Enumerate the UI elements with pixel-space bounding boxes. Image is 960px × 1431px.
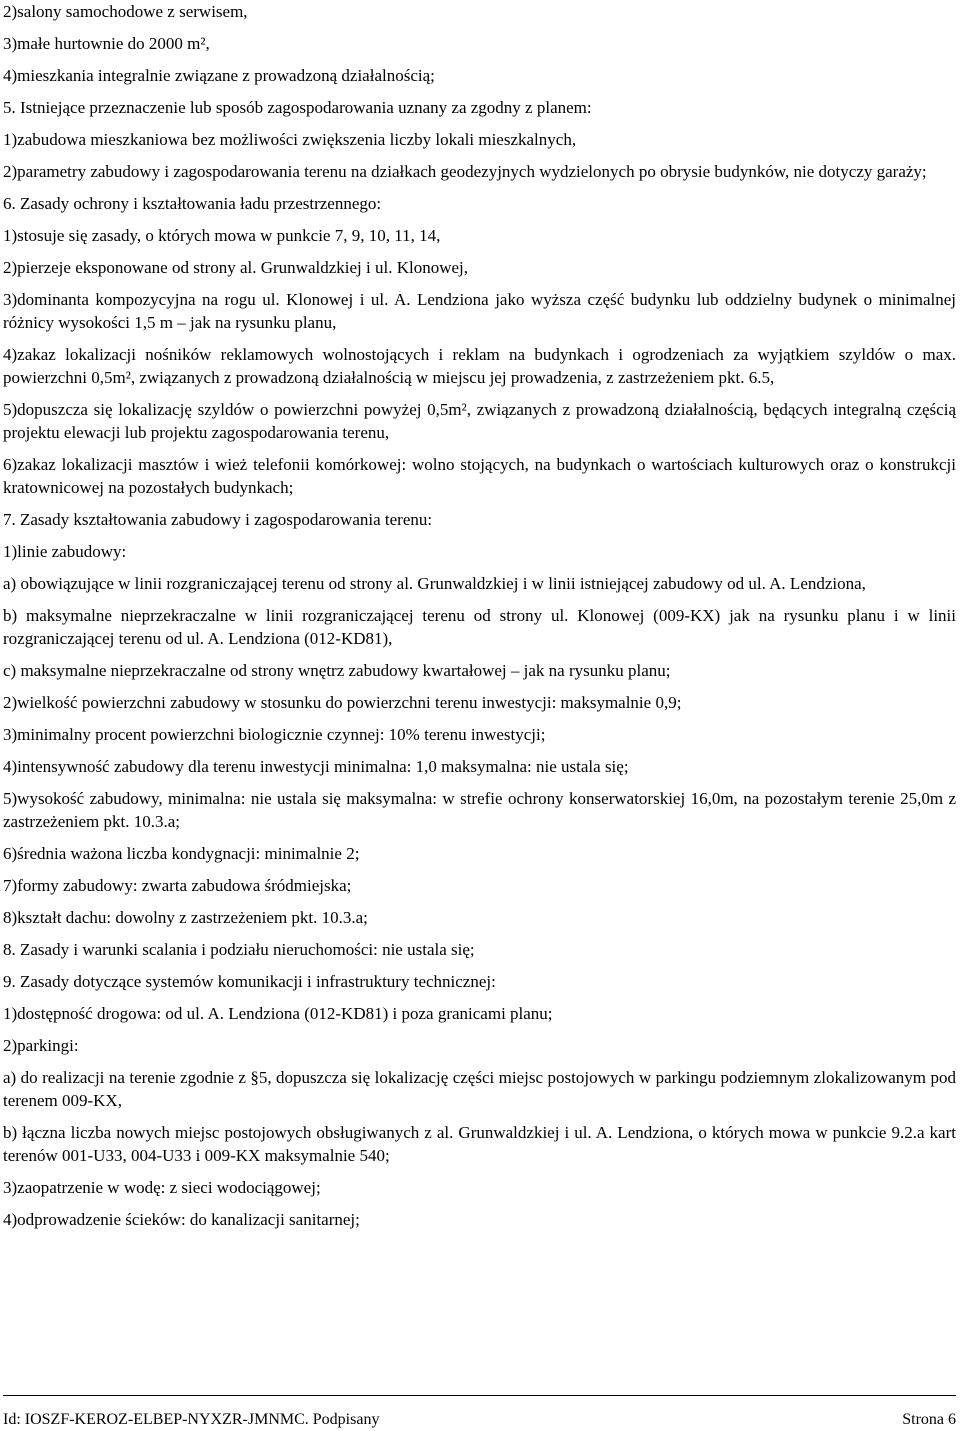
- paragraph: 2)parametry zabudowy i zagospodarowania terenu na działkach geodezyjnych wydzielonych po obrysie budynków, nie dotyczy garaży;: [3, 162, 927, 181]
- paragraph: 4)zakaz lokalizacji nośników reklamowych wolnostojących i reklam na budynkach i ogrodzeniach za wyjątkiem szyldów o max. powierzchni 0,5m², związanych z prowadzoną działalnością w miejscu jej prowadzenia, z zastrzeżeniem pkt. 6.5,: [3, 345, 956, 387]
- paragraph: 1)dostępność drogowa: od ul. A. Lendziona (012-KD81) i poza granicami planu;: [3, 1004, 553, 1023]
- paragraph: 5)wysokość zabudowy, minimalna: nie ustala się maksymalna: w strefie ochrony konserwatorskiej 16,0m, na pozostałym terenie 25,0m z zastrzeżeniem pkt. 10.3.a;: [3, 789, 956, 831]
- paragraph: 1)zabudowa mieszkaniowa bez możliwości zwiększenia liczby lokali mieszkalnych,: [3, 130, 577, 149]
- paragraph: 6)średnia ważona liczba kondygnacji: minimalnie 2;: [3, 844, 360, 863]
- paragraph: 4)odprowadzenie ścieków: do kanalizacji sanitarnej;: [3, 1210, 360, 1229]
- paragraph: b) łączna liczba nowych miejsc postojowych obsługiwanych z al. Grunwaldzkiej i ul. A. Lendziona, o których mowa w punkcie 9.2.a kart terenów 001-U33, 004-U33 i 009-KX maksymalnie 540;: [3, 1123, 956, 1165]
- paragraph: 6)zakaz lokalizacji masztów i wież telefonii komórkowej: wolno stojących, na budynkach o wartościach kulturowych oraz o konstrukcji kratownicowej na pozostałych budynkach;: [3, 455, 956, 497]
- paragraph: 3)małe hurtownie do 2000 m²,: [3, 34, 210, 53]
- paragraph: 2)pierzeje eksponowane od strony al. Grunwaldzkiej i ul. Klonowej,: [3, 258, 469, 277]
- paragraph: 2)salony samochodowe z serwisem,: [3, 2, 248, 21]
- paragraph: 3)zaopatrzenie w wodę: z sieci wodociągowej;: [3, 1178, 321, 1197]
- paragraph: 1)stosuje się zasady, o których mowa w punkcie 7, 9, 10, 11, 14,: [3, 226, 441, 245]
- paragraph: 5)dopuszcza się lokalizację szyldów o powierzchni powyżej 0,5m², związanych z prowadzoną działalnością, będących integralną częścią projektu elewacji lub projektu zagospodarowania terenu,: [3, 400, 956, 442]
- paragraph: a) do realizacji na terenie zgodnie z §5, dopuszcza się lokalizację części miejsc postojowych w parkingu podziemnym zlokalizowanym pod terenem 009-KX,: [3, 1068, 956, 1110]
- paragraph: 8. Zasady i warunki scalania i podziału nieruchomości: nie ustala się;: [3, 940, 475, 959]
- paragraph: 7)formy zabudowy: zwarta zabudowa śródmiejska;: [3, 876, 352, 895]
- page-number: Strona 6: [902, 1411, 956, 1428]
- document-id-signed: Id: IOSZF-KEROZ-ELBEP-NYXZR-JMNMC. Podpisany: [3, 1411, 380, 1428]
- paragraph: 9. Zasady dotyczące systemów komunikacji i infrastruktury technicznej:: [3, 972, 496, 991]
- paragraph: 4)intensywność zabudowy dla terenu inwestycji minimalna: 1,0 maksymalna: nie ustala się;: [3, 757, 629, 776]
- paragraph: 7. Zasady kształtowania zabudowy i zagospodarowania terenu:: [3, 510, 433, 529]
- paragraph: a) obowiązujące w linii rozgraniczającej terenu od strony al. Grunwaldzkiej i w linii istniejącej zabudowy od ul. A. Lendziona,: [3, 574, 866, 593]
- document-body: [3, 0, 956, 1231]
- paragraph: 8)kształt dachu: dowolny z zastrzeżeniem pkt. 10.3.a;: [3, 908, 368, 927]
- page-footer: [3, 1395, 956, 1430]
- paragraph: 6. Zasady ochrony i kształtowania ładu przestrzennego:: [3, 194, 382, 213]
- paragraph: b) maksymalne nieprzekraczalne w linii rozgraniczającej terenu od strony ul. Klonowej (009-KX) jak na rysunku planu i w linii rozgraniczającej terenu od ul. A. Lendziona (012-KD81),: [3, 606, 956, 648]
- paragraph: 3)minimalny procent powierzchni biologicznie czynnej: 10% terenu inwestycji;: [3, 725, 546, 744]
- paragraph: c) maksymalne nieprzekraczalne od strony wnętrz zabudowy kwartałowej – jak na rysunku planu;: [3, 661, 671, 680]
- paragraph: 2)wielkość powierzchni zabudowy w stosunku do powierzchni terenu inwestycji: maksymalnie 0,9;: [3, 693, 682, 712]
- paragraph: 4)mieszkania integralnie związane z prowadzoną działalnością;: [3, 66, 435, 85]
- paragraph: 2)parkingi:: [3, 1036, 79, 1055]
- paragraph: 1)linie zabudowy:: [3, 542, 127, 561]
- paragraph: 5. Istniejące przeznaczenie lub sposób zagospodarowania uznany za zgodny z planem:: [3, 98, 592, 117]
- paragraph: 3)dominanta kompozycyjna na rogu ul. Klonowej i ul. A. Lendziona jako wyższa część budynku lub oddzielny budynek o minimalnej różnicy wysokości 1,5 m – jak na rysunku planu,: [3, 290, 956, 332]
